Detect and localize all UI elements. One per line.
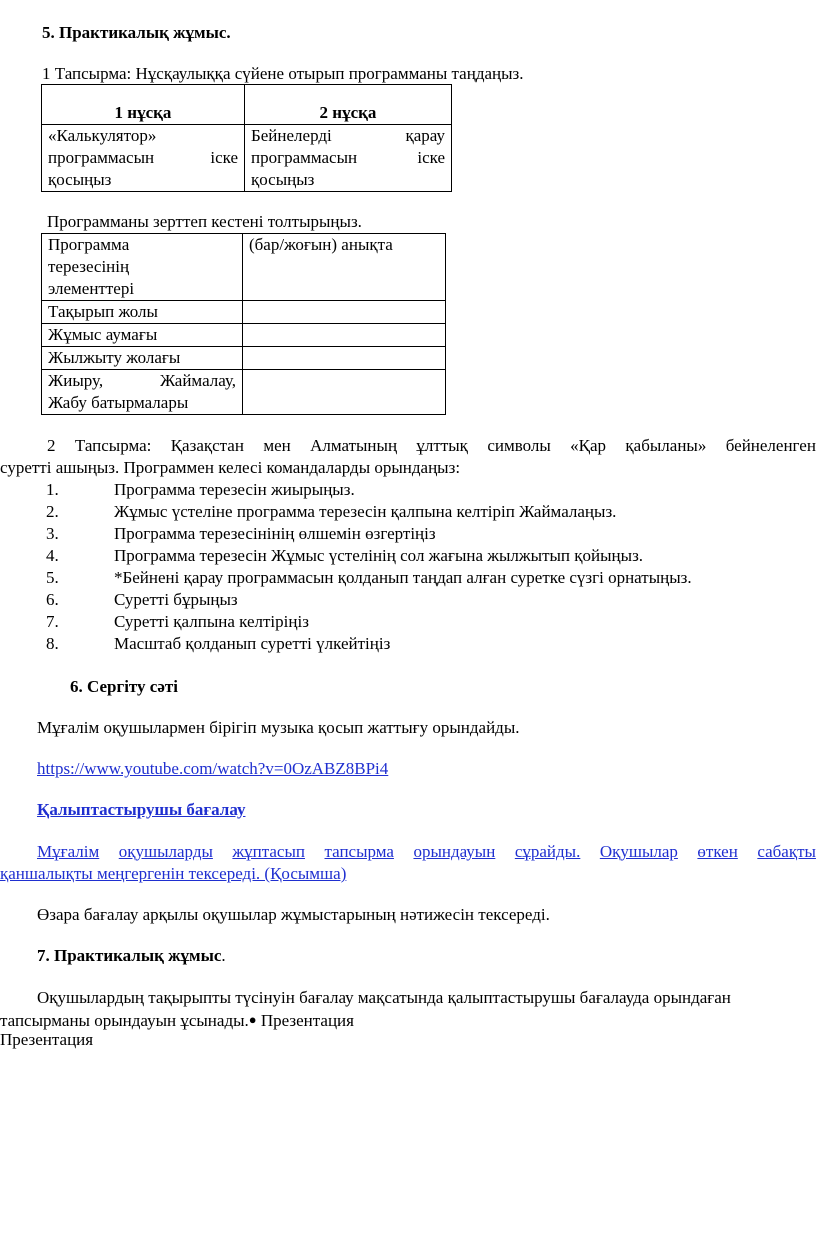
final-text-line-1: Оқушылардың тақырыпты түсінуін бағалау мақсатында қалыптастырушы бағалауда орындаған [37, 988, 731, 1007]
variant-2-header: 2 нұсқа [245, 85, 452, 125]
elements-answer-cell [243, 324, 446, 347]
variant-2-cell: Бейнелерді қарау программасын іске қосыңыз [245, 125, 452, 192]
task-2-line-1: 2 Тапсырма: Қазақстан мен Алматының ұлттық символы «Қар қабыланы» бейнеленген [47, 436, 816, 455]
list-item: 7. Суретті қалпына келтіріңіз [46, 612, 309, 631]
elements-row-title-bar: Тақырып жолы [42, 301, 243, 324]
section-6-heading: 6. Сергіту сәті [70, 677, 178, 696]
list-item: 6. Суретті бұрыңыз [46, 590, 238, 609]
list-item: 1. Программа терезесін жиырыңыз. [46, 480, 355, 499]
elements-answer-cell [243, 370, 446, 415]
assessment-text-line-2[interactable]: қаншалықты меңгергенін тексереді. (Қосымша) [0, 864, 347, 883]
music-text: Мұғалім оқушылармен бірігіп музыка қосып жаттығу орындайды. [37, 718, 520, 737]
final-text-line-2: тапсырманы орындауын ұсынады.● Презентация [0, 1011, 354, 1030]
section-7-heading: 7. Практикалық жұмыс. [37, 946, 226, 965]
section-5-heading: 5. Практикалық жұмыс. [42, 23, 231, 42]
task-1-intro: 1 Тапсырма: Нұсқаулыққа сүйене отырып программаны таңдаңыз. [42, 64, 524, 83]
elements-table [41, 233, 446, 415]
presentation-inline: Презентация [256, 1011, 354, 1030]
peer-assessment-text: Өзара бағалау арқылы оқушылар жұмыстарының нәтижесін тексереді. [37, 905, 550, 924]
list-item: 5. *Бейнені қарау программасын қолданып таңдап алған суретке сүзгі орнатыңыз. [46, 568, 692, 587]
variant-1-cell: «Калькулятор» программасын іске қосыңыз [42, 125, 245, 192]
table-intro: Программаны зерттеп кестені толтырыңыз. [47, 212, 362, 231]
elements-row-work-area: Жұмыс аумағы [42, 324, 243, 347]
bullet-icon: ● [248, 1012, 257, 1027]
elements-header-col2: (бар/жоғын) анықта [243, 234, 446, 301]
list-item: 3. Программа терезесінінің өлшемін өзгертіңіз [46, 524, 436, 543]
list-item: 2. Жұмыс үстеліне программа терезесін қалпына келтіріп Жаймалаңыз. [46, 502, 617, 521]
elements-answer-cell [243, 347, 446, 370]
task-2-line-2: суретті ашыңыз. Программен келесі командаларды орындаңыз: [0, 458, 461, 477]
presentation-label: Презентация [0, 1030, 94, 1049]
list-item: 4. Программа терезесін Жұмыс үстелінің сол жағына жылжытып қойыңыз. [46, 546, 644, 565]
variant-1-header: 1 нұсқа [42, 85, 245, 125]
list-item: 8. Масштаб қолданып суретті үлкейтіңіз [46, 634, 391, 653]
assessment-link[interactable]: Қалыптастырушы бағалау [37, 800, 246, 819]
assessment-text-line-1[interactable]: Мұғалім оқушыларды жұптасып тапсырма орындауын сұрайды. Оқушылар өткен сабақты [37, 842, 816, 861]
video-link[interactable]: https://www.youtube.com/watch?v=0OzABZ8BPi4 [37, 759, 389, 778]
variants-table [41, 84, 452, 192]
elements-header-col1: Программа терезесінің элементтері [42, 234, 243, 301]
elements-row-scrollbar: Жылжыту жолағы [42, 347, 243, 370]
elements-answer-cell [243, 301, 446, 324]
elements-row-window-buttons: Жиыру, Жаймалау, Жабу батырмалары [42, 370, 243, 415]
